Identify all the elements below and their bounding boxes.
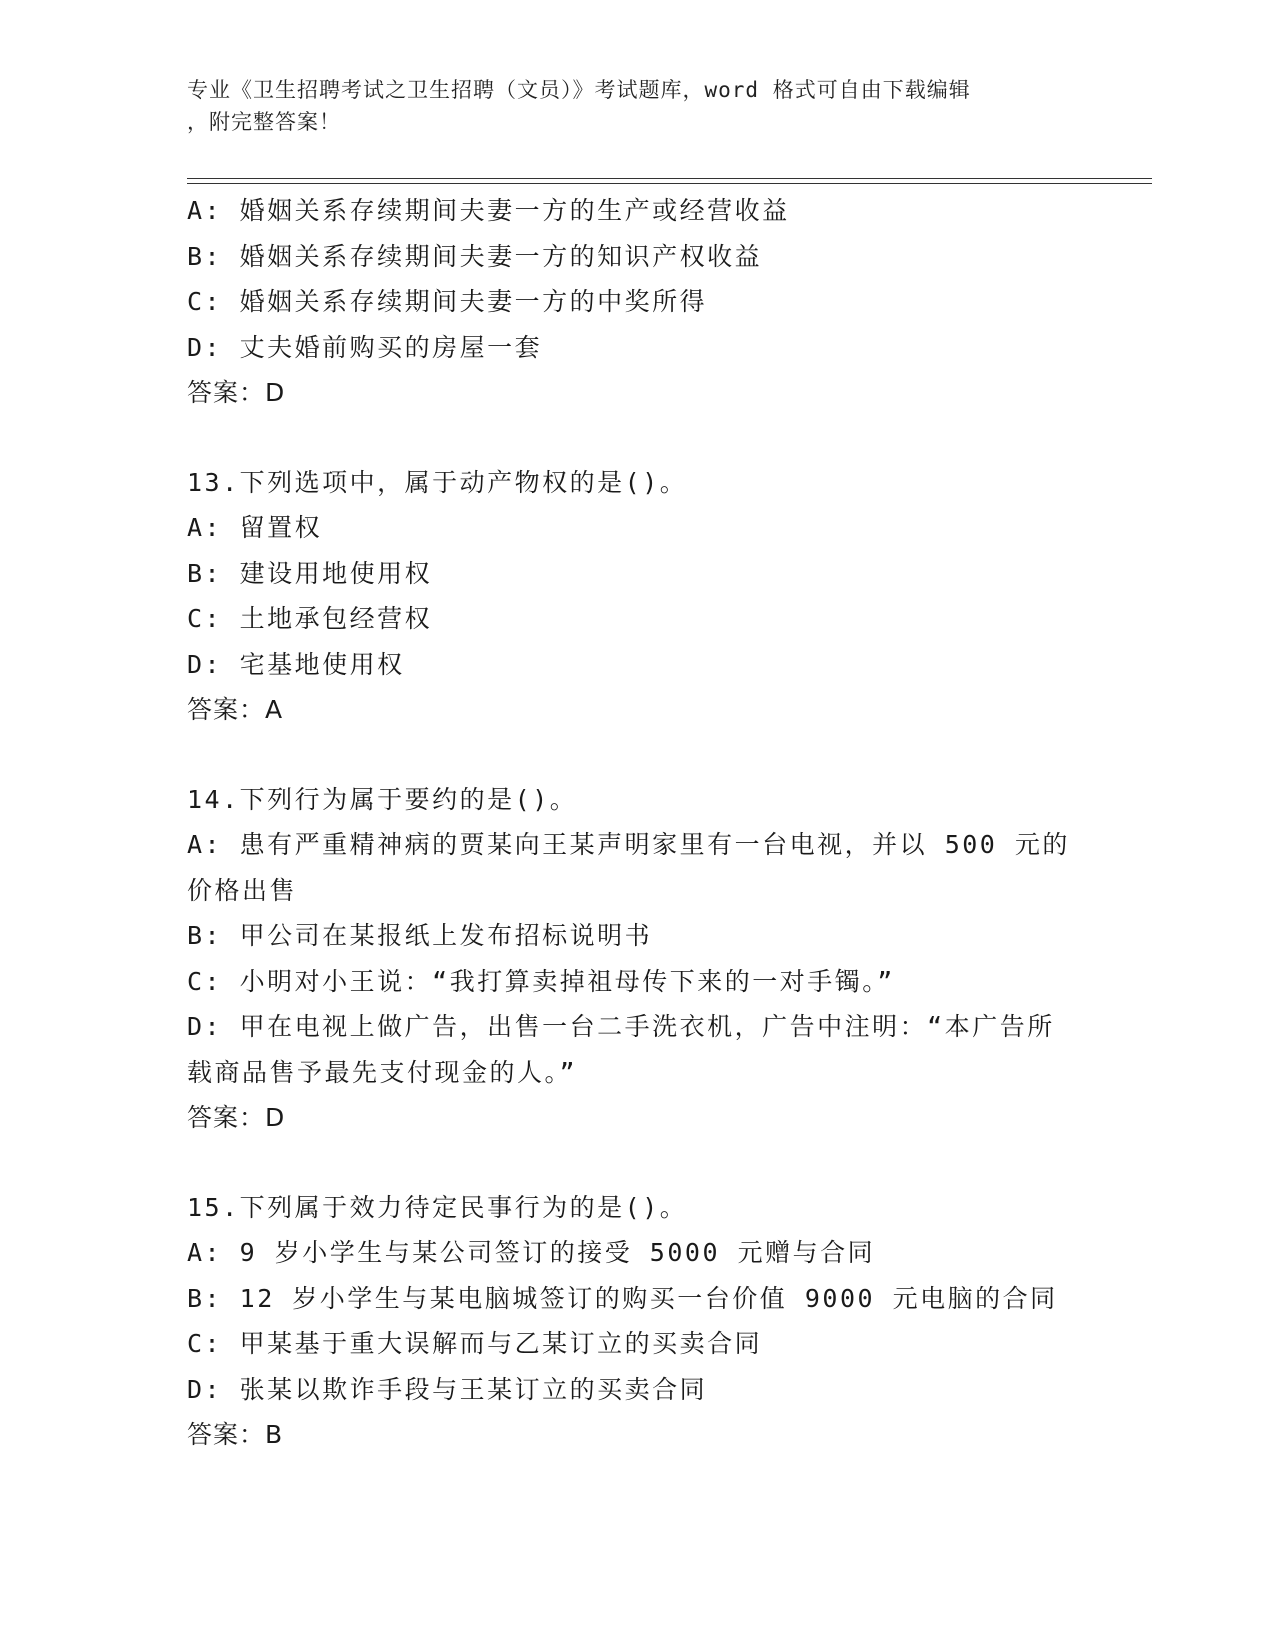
question-13-option-b: B: 建设用地使用权 — [187, 558, 433, 588]
question-list — [187, 188, 1087, 1458]
header-line-1: 专业《卫生招聘考试之卫生招聘（文员）》考试题库，word 格式可自由下载编辑 — [187, 78, 971, 102]
question-13-option-c: C: 土地承包经营权 — [187, 604, 433, 633]
question-14-option-b: B: 甲公司在某报纸上发布招标说明书 — [187, 921, 653, 950]
question-13-option-d: D: 宅基地使用权 — [187, 649, 405, 679]
question-12-option-a: A: 婚姻关系存续期间夫妻一方的生产或经营收益 — [187, 196, 790, 225]
question-13 — [187, 460, 1087, 733]
question-12-option-c: C: 婚姻关系存续期间夫妻一方的中奖所得 — [187, 287, 708, 316]
question-15-option-c: C: 甲某基于重大误解而与乙某订立的买卖合同 — [187, 1329, 763, 1358]
document-header — [187, 74, 1067, 138]
question-13-option-a: A: 留置权 — [187, 513, 323, 542]
question-12-option-b: B: 婚姻关系存续期间夫妻一方的知识产权收益 — [187, 241, 763, 271]
header-divider-top — [187, 178, 1152, 179]
spacer — [187, 1141, 1087, 1185]
question-15-option-d: D: 张某以欺诈手段与王某订立的买卖合同 — [187, 1374, 708, 1404]
question-15 — [187, 1185, 1087, 1458]
question-14 — [187, 777, 1087, 1141]
question-12-tail — [187, 188, 1087, 416]
question-13-answer: 答案：A — [187, 695, 284, 724]
question-14-answer: 答案：D — [187, 1103, 286, 1132]
question-12-answer: 答案：D — [187, 378, 286, 407]
question-15-answer: 答案：B — [187, 1420, 284, 1449]
spacer — [187, 416, 1087, 460]
question-15-option-b: B: 12 岁小学生与某电脑城签订的购买一台价值 9000 元电脑的合同 — [187, 1283, 1058, 1313]
header-divider-bottom — [187, 183, 1152, 184]
spacer — [187, 733, 1087, 777]
question-15-stem: 15.下列属于效力待定民事行为的是()。 — [187, 1192, 688, 1222]
question-14-option-a: A: 患有严重精神病的贾某向王某声明家里有一台电视，并以 500 元的价格出售 — [187, 830, 1070, 905]
question-15-option-a: A: 9 岁小学生与某公司签订的接受 5000 元赠与合同 — [187, 1238, 876, 1267]
header-line-2: ，附完整答案！ — [187, 110, 341, 134]
question-14-option-c: C: 小明对小王说：“我打算卖掉祖母传下来的一对手镯。” — [187, 966, 895, 996]
question-13-stem: 13.下列选项中，属于动产物权的是()。 — [187, 467, 688, 497]
question-14-option-d: D: 甲在电视上做广告，出售一台二手洗衣机，广告中注明：“本广告所载商品售予最先支付现金的人。” — [187, 1012, 1055, 1087]
question-14-stem: 14.下列行为属于要约的是()。 — [187, 784, 578, 814]
question-12-option-d: D: 丈夫婚前购买的房屋一套 — [187, 332, 543, 362]
